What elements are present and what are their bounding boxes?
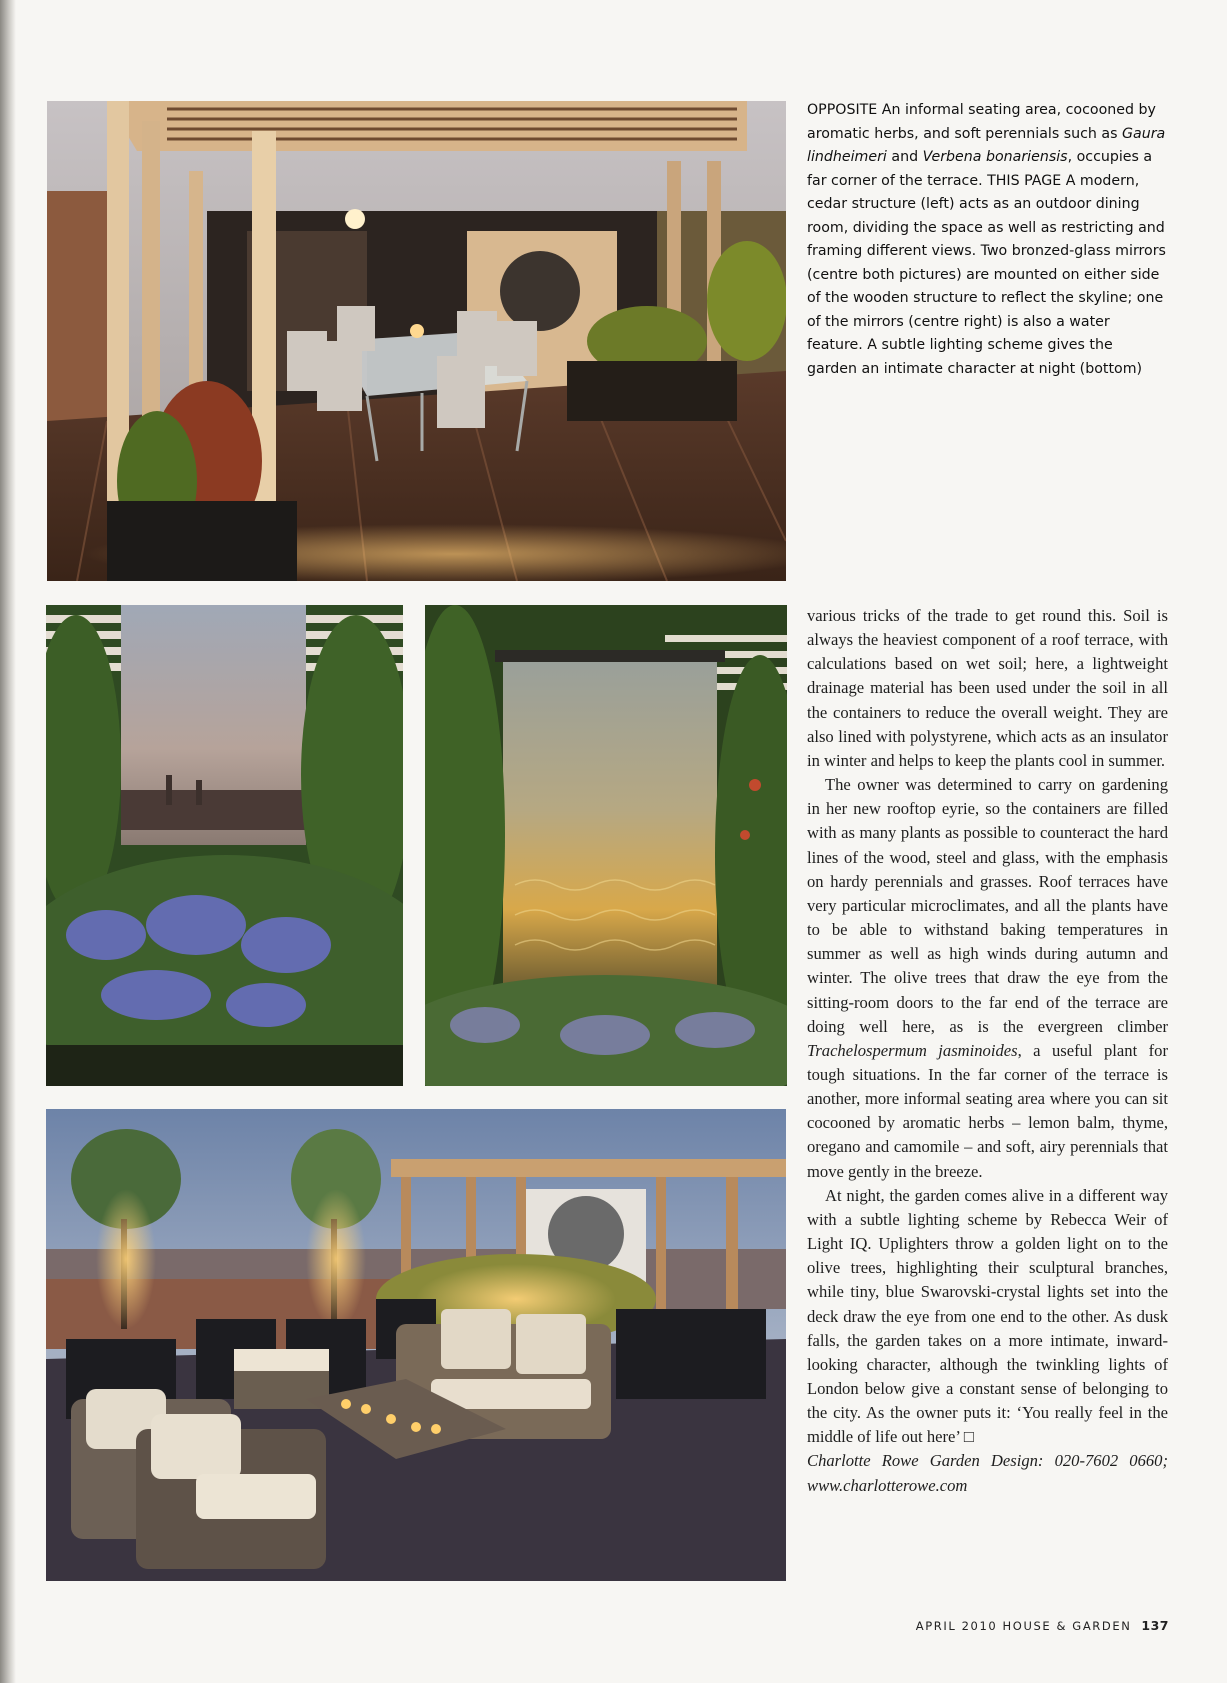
photo-night-lounge: [46, 1109, 786, 1581]
caption-lead: OPPOSITE An informal seating area, cocooned by aromatic herbs, and soft perennials such as: [807, 102, 1156, 142]
photo-pergola-dining: [47, 101, 786, 581]
water-feature-illustration: [425, 605, 787, 1086]
issue-line: APRIL 2010 HOUSE & GARDEN: [915, 1619, 1132, 1633]
plant-name-trachelospermum: Trachelospermum jasminoides: [807, 1040, 1018, 1060]
night-lounge-illustration: [46, 1109, 786, 1581]
caption-plant-verbena: Verbena bonariensis: [922, 149, 1068, 165]
article-paragraph-1: various tricks of the trade to get round this. Soil is always the heaviest component of a roof terrace, with calculations based on wet soil; here, a lightweight drainage material has been used under the soil in all the containers to reduce the overall weight. They are also lined with polystyrene, which acts as an insulator in winter and helps to keep the plants cool in summer.: [807, 606, 1168, 770]
article-paragraph-2: [807, 773, 1168, 1184]
bronzed-mirror-illustration: [46, 605, 403, 1086]
paragraph-2-part-a: The owner was determined to carry on gardening in her new rooftop eyrie, so the containers are filled with as many plants as possible to counteract the hard lines of the wood, steel and glass, with the emphasis on hardy perennials and grasses. Roof terraces have very particular microclimates, and all the plants have to be able to withstand baking temperatures in summer as well as high winds during autumn and winter. The olive trees that draw the eye from the sitting-room doors to the far end of the terrace are doing well here, as is the evergreen climber: [807, 775, 1168, 1036]
pergola-dining-illustration: [47, 101, 786, 581]
caption-plant-gaura: Gaura lindheimeri: [807, 125, 1166, 165]
page-footer: [916, 1618, 1169, 1633]
page-gutter-shadow: [0, 0, 16, 1683]
article-body: [807, 604, 1168, 1498]
paragraph-2-part-b: , a useful plant for tough situations. In the far corner of the terrace is another, more informal seating area where you can sit cocooned by aromatic herbs – lemon balm, thyme, oregano and camomile – and soft, airy perennials that move gently in the breeze.: [807, 1040, 1168, 1181]
caption-rest: , occupies a far corner of the terrace. THIS PAGE A modern, cedar structure (left) acts as an outdoor dining room, dividing the space as well as restricting and framing different views. Two bronzed-glass mirrors (centre both pictures) are mounted on either side of the wooden structure to reflect the skyline; one of the mirrors (centre right) is also a water feature. A subtle lighting scheme gives the garden an intimate character at night (bottom): [807, 149, 1166, 377]
designer-credit: Charlotte Rowe Garden Design: 020-7602 0660; www.charlotterowe.com: [807, 1451, 1168, 1495]
photo-bronzed-mirror: [46, 605, 403, 1086]
caption-and: and: [886, 149, 923, 165]
photo-caption: [807, 99, 1167, 381]
page-number: 137: [1141, 1618, 1169, 1633]
photo-water-feature-mirror: [425, 605, 787, 1086]
article-paragraph-3: At night, the garden comes alive in a different way with a subtle lighting scheme by Rebecca Weir of Light IQ. Uplighters throw a golden light on to the olive trees, highlighting their sculptural branches, while tiny, blue Swarovski-crystal lights set into the deck draw the eye from one end to the other. As dusk falls, the garden takes on a more intimate, inward-looking character, although the twinkling lights of London below give a constant sense of belonging to the city. As the owner puts it: ‘You really feel in the middle of life out here’ □: [807, 1185, 1168, 1447]
